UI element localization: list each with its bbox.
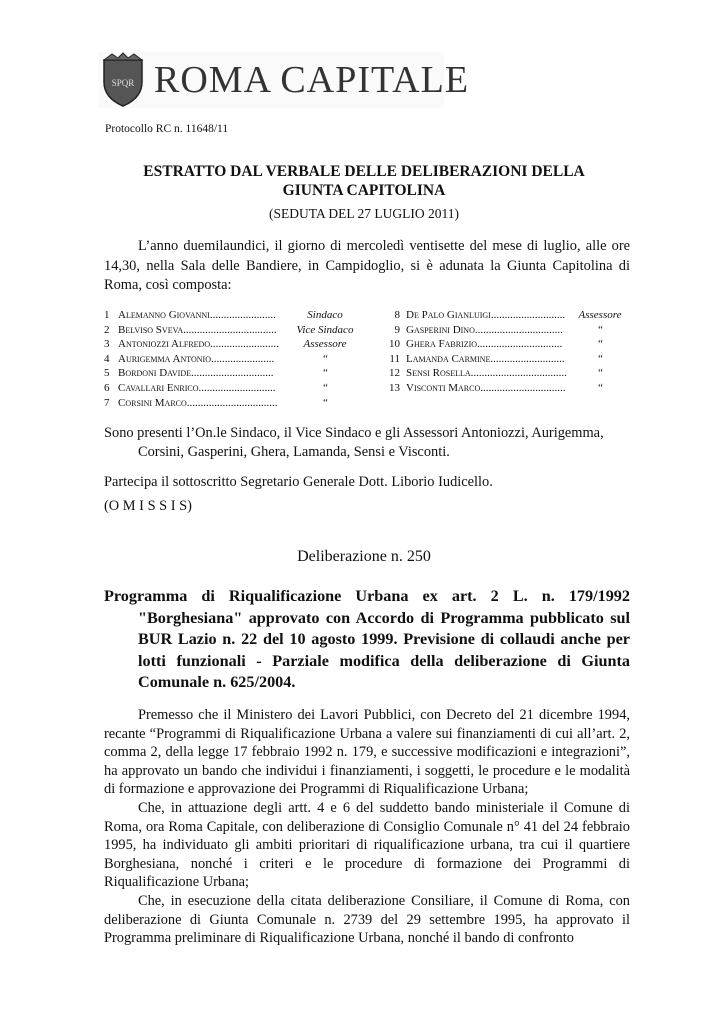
members-list <box>104 308 634 412</box>
member-role: “ <box>596 382 604 394</box>
leader-dots: ............................ <box>198 382 276 394</box>
member-number: 5 <box>104 367 110 380</box>
roma-capitale-logo <box>98 52 470 108</box>
leader-dots: ................................ <box>474 323 563 336</box>
member-name-text: Cavallari Enrico <box>118 382 199 394</box>
member-role: “ <box>321 382 329 394</box>
member-name-text: De Palo Gianluigi <box>406 309 491 321</box>
member-name-text: Lamanda Carmine <box>406 352 491 365</box>
member-role: “ <box>321 396 329 409</box>
member-name-text: Antoniozzi Alfredo <box>118 338 211 351</box>
member-number: 1 <box>104 309 110 321</box>
member-name-text: Belviso Sveva <box>118 323 184 336</box>
member-role: “ <box>596 352 604 365</box>
presenti-line-2: Corsini, Gasperini, Ghera, Lamanda, Sensi e Visconti. <box>138 444 450 460</box>
member-name-text: Ghera Fabrizio <box>406 338 478 351</box>
leader-dots: ............................... <box>480 382 566 394</box>
leader-dots: .............................. <box>191 367 274 380</box>
member-name <box>118 337 279 351</box>
member-number: 13 <box>389 382 400 394</box>
member-name-text: Alemanno Giovanni <box>118 309 210 321</box>
body-paragraph-2: Che, in attuazione degli artt. 4 e 6 del suddetto bando ministeriale il Comune di Roma, ora Roma Capitale, con deliberazione di Consiglio Comunale n° 41 del 24 febbraio 1995, ha individuato gli ambiti prioritari di riqualificazione urbana, tra cui il quartiere Borghesiana, nonché i criteri e le procedure di formazione dei Programmi di Riqualificazione Urbana; <box>104 799 630 891</box>
subject-rest: "Borghesiana" approvato con Accordo di Programma pubblicato sul BUR Lazio n. 22 del 10 agosto 1999. Previsione di collaudi anche per lotti funzionali - Parziale modifica della deliberazione di Giunta Comunale n. 625/2004. <box>138 608 630 691</box>
member-name <box>118 396 278 410</box>
leader-dots: ................................... <box>470 367 567 380</box>
member-role: “ <box>596 338 604 351</box>
intro-paragraph: L’anno duemilaundici, il giorno di mercoledì ventisette del mese di luglio, alle ore 14,30, nella Sala delle Bandiere, in Campidoglio, si è adunata la Giunta Capitolina di Roma, così composta: <box>104 238 630 293</box>
leader-dots: .................................. <box>183 323 277 336</box>
member-name <box>406 381 566 395</box>
leader-dots: ......................... <box>210 338 279 351</box>
body-paragraph-3: Che, in esecuzione della citata deliberazione Consiliare, il Comune di Roma, con deliberazione di Giunta Comunale n. 2739 del 29 settembre 1995, ha approvato il Programma preliminare di Riqualificazione Urbana, nonché il bando di confronto <box>104 892 630 947</box>
leader-dots: ................................. <box>186 396 278 409</box>
member-role: Assessore <box>578 309 622 321</box>
roma-coat-of-arms-icon <box>98 52 148 108</box>
member-role: “ <box>321 352 329 365</box>
session-date: (SEDUTA DEL 27 LUGLIO 2011) <box>269 206 459 221</box>
subject-line-1: Programma di Riqualificazione Urbana ex art. 2 L. n. 179/1992 <box>104 587 630 605</box>
member-name <box>406 337 562 351</box>
omissis-text: (O M I S S I S) <box>104 498 192 514</box>
member-role: “ <box>321 367 329 380</box>
title-line-2: GIUNTA CAPITOLINA <box>282 182 446 199</box>
body-paragraph-1: Premesso che il Ministero dei Lavori Pubblici, con Decreto del 21 dicembre 1994, recante “Programmi di Riqualificazione Urbana a valere sui finanziamenti di cui all’art. 2, comma 2, della legge 17 febbraio 1992 n. 179, e successive modificazioni e integrazioni”, ha approvato un bando che individui i finanziamenti, i soggetti, le procedure e le modalità di formazione e approvazione dei Programmi di Riqualificazione Urbana; <box>104 707 630 798</box>
leader-dots: ....................... <box>211 352 275 365</box>
member-number: 7 <box>104 396 110 409</box>
leader-dots: ........................... <box>490 352 565 365</box>
leader-dots: ........................ <box>209 309 276 321</box>
body-text <box>104 706 630 948</box>
member-role: Sindaco <box>307 309 343 321</box>
member-number: 3 <box>104 338 110 351</box>
member-name <box>118 308 276 322</box>
deliberation-subject <box>104 586 630 694</box>
member-name <box>118 366 274 380</box>
member-name <box>118 381 276 395</box>
member-name-text: Gasperini Dino <box>406 323 475 336</box>
partecipa-text: Partecipa il sottoscritto Segretario Generale Dott. Liborio Iudicello. <box>104 474 493 490</box>
member-name-text: Visconti Marco <box>406 382 481 394</box>
presenti-line-1: Sono presenti l’On.le Sindaco, il Vice Sindaco e gli Assessori Antoniozzi, Aurigemma, <box>104 425 604 441</box>
member-name-text: Bordoni Davide <box>118 367 191 380</box>
member-name-text: Corsini Marco <box>118 396 187 409</box>
title-line-1: ESTRATTO DAL VERBALE DELLE DELIBERAZIONI DELLA <box>143 163 585 180</box>
leader-dots: ........................... <box>490 309 566 321</box>
member-name-text: Sensi Rosella <box>406 367 471 380</box>
member-number: 12 <box>389 367 400 380</box>
member-number: 8 <box>394 309 400 321</box>
member-number: 9 <box>394 323 400 336</box>
leader-dots: ............................... <box>477 338 563 351</box>
member-name-text: Aurigemma Antonio <box>118 352 211 365</box>
member-role: Vice Sindaco <box>296 323 354 336</box>
member-role: “ <box>596 367 604 380</box>
svg-text:SPQR: SPQR <box>111 78 135 88</box>
member-number: 2 <box>104 323 110 336</box>
deliberation-number: Deliberazione n. 250 <box>297 548 431 565</box>
logo-text: ROMA CAPITALE <box>154 59 470 101</box>
protocol-number: Protocollo RC n. 11648/11 <box>105 123 229 135</box>
member-name <box>406 308 565 322</box>
member-number: 10 <box>389 338 400 351</box>
member-role: Assessore <box>303 338 347 351</box>
member-number: 4 <box>104 352 110 365</box>
member-name <box>118 323 277 337</box>
member-name <box>406 323 563 337</box>
member-name <box>118 352 274 366</box>
member-name <box>406 352 565 366</box>
member-number: 11 <box>389 352 400 365</box>
member-number: 6 <box>104 382 110 394</box>
member-name <box>406 366 567 380</box>
member-role: “ <box>596 323 604 336</box>
